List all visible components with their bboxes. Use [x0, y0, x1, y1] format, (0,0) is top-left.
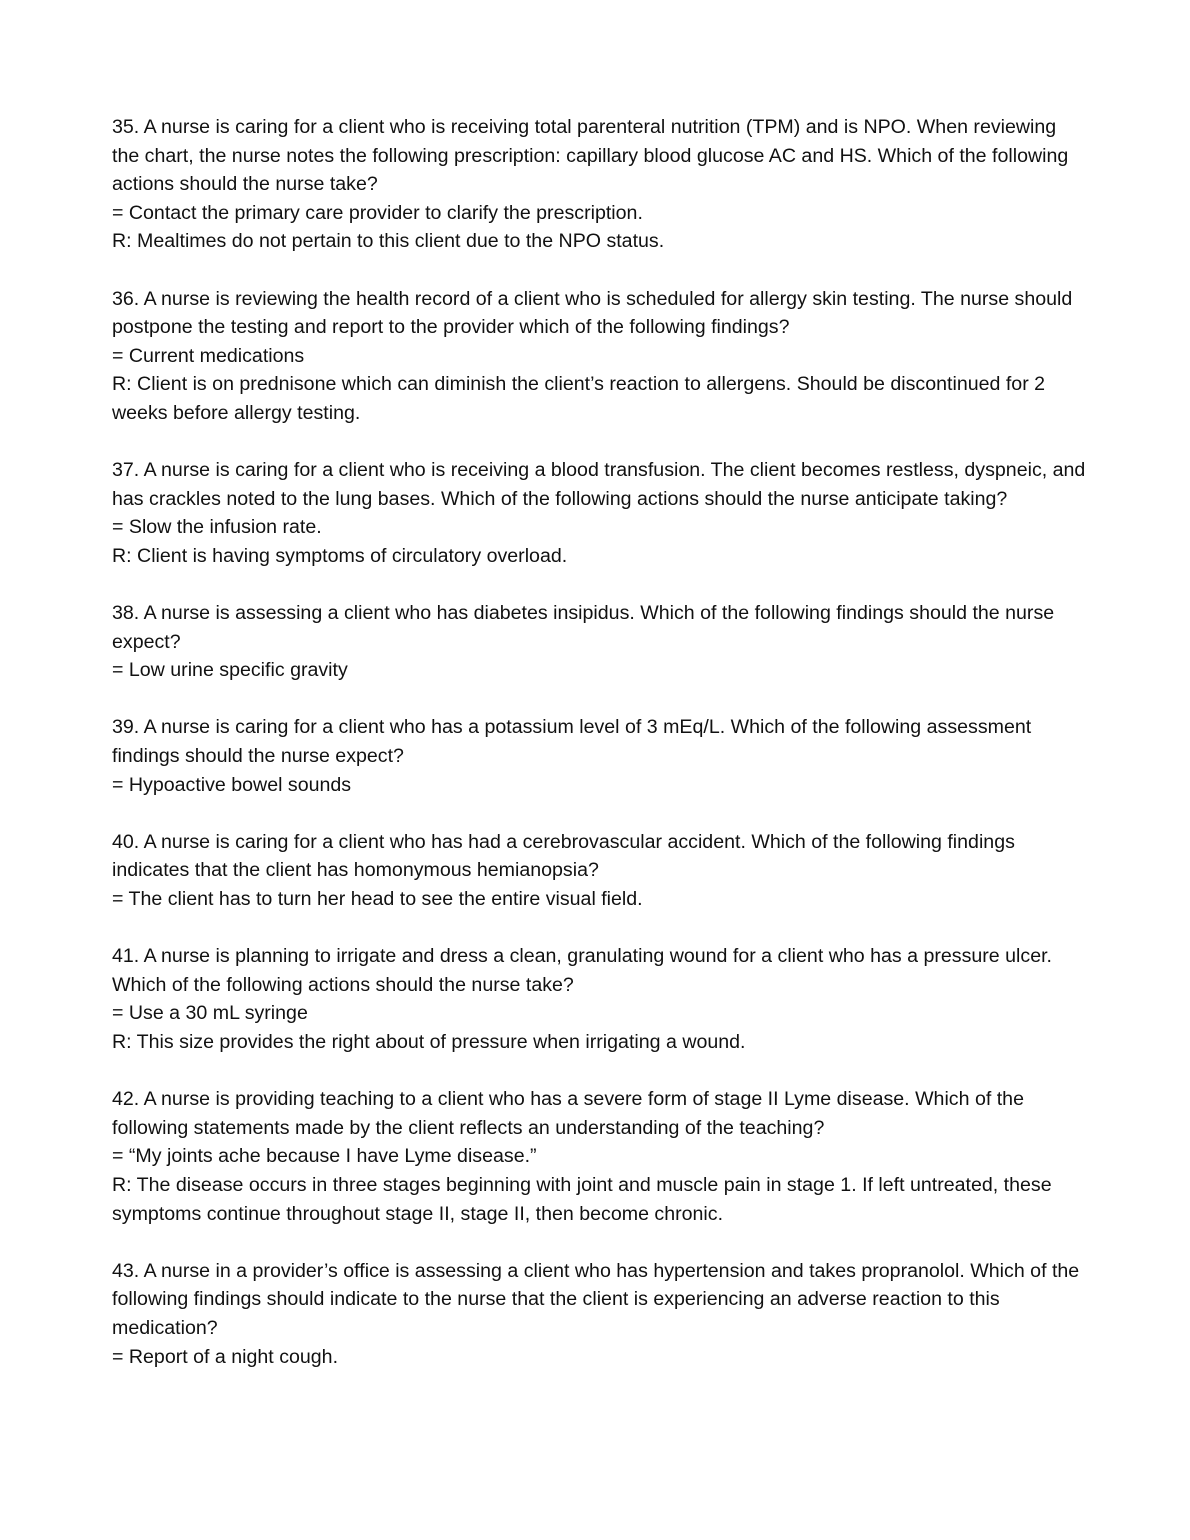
- question-block-37: [112, 456, 1087, 570]
- question-block-36: [112, 285, 1087, 428]
- answer-text: = Low urine specific gravity: [112, 659, 348, 682]
- answer-text: = The client has to turn her head to see the entire visual field.: [112, 888, 643, 911]
- question-block-39: [112, 713, 1087, 799]
- question-text: 38. A nurse is assessing a client who has diabetes insipidus. Which of the following findings should the nurse expect?: [112, 602, 1055, 653]
- question-text: 36. A nurse is reviewing the health record of a client who is scheduled for allergy skin testing. The nurse should postpone the testing and report to the provider which of the following findings?: [112, 287, 1073, 339]
- question-text: 39. A nurse is caring for a client who has a potassium level of 3 mEq/L. Which of the following assessment findings should the nurse expect?: [112, 716, 1032, 768]
- document-body: [112, 113, 1087, 1400]
- question-block-35: [112, 113, 1087, 256]
- rationale-text: R: Mealtimes do not pertain to this client due to the NPO status.: [112, 230, 665, 253]
- question-text: 35. A nurse is caring for a client who is receiving total parenteral nutrition (TPM) and is NPO. When reviewing the chart, the nurse notes the following prescription: capillary blood glucose AC and HS. Which of the following actions should the nurse take?: [112, 116, 1069, 196]
- answer-text: = Report of a night cough.: [112, 1345, 339, 1368]
- answer-text: = Current medications: [112, 344, 305, 367]
- rationale-text: R: This size provides the right about of pressure when irrigating a wound.: [112, 1031, 746, 1053]
- answer-text: = Hypoactive bowel sounds: [112, 773, 352, 796]
- question-text: 37. A nurse is caring for a client who is receiving a blood transfusion. The client becomes restless, dyspneic, and has crackles noted to the lung bases. Which of the following actions should the nurse anticipate taking?: [112, 459, 1086, 510]
- rationale-text: R: Client is on prednisone which can diminish the client’s reaction to allergens. Should be discontinued for 2 weeks before allergy testing.: [112, 373, 1046, 424]
- rationale-text: R: The disease occurs in three stages beginning with joint and muscle pain in stage 1. If left untreated, these symptoms continue throughout stage II, stage II, then become chronic.: [112, 1173, 1052, 1225]
- question-block-42: [112, 1085, 1087, 1228]
- question-block-41: [112, 942, 1087, 1056]
- rationale-text: R: Client is having symptoms of circulatory overload.: [112, 544, 568, 567]
- question-block-43: [112, 1257, 1087, 1371]
- question-block-40: [112, 828, 1087, 914]
- answer-text: = Slow the infusion rate.: [112, 516, 322, 539]
- question-block-38: [112, 599, 1087, 685]
- question-text: 43. A nurse in a provider’s office is assessing a client who has hypertension and takes propranolol. Which of the following findings should indicate to the nurse that the client is experiencing an adverse reaction to this medication?: [112, 1259, 1080, 1339]
- question-text: 42. A nurse is providing teaching to a client who has a severe form of stage II Lyme disease. Which of the following statements made by the client reflects an understanding of the teaching?: [112, 1088, 1024, 1139]
- question-text: 41. A nurse is planning to irrigate and dress a clean, granulating wound for a client who has a pressure ulcer. Which of the following actions should the nurse take?: [112, 945, 1052, 996]
- answer-text: = Contact the primary care provider to clarify the prescription.: [112, 201, 643, 224]
- answer-text: = Use a 30 mL syringe: [112, 1002, 308, 1025]
- question-text: 40. A nurse is caring for a client who has had a cerebrovascular accident. Which of the following findings indicates that the client has homonymous hemianopsia?: [112, 830, 1015, 882]
- answer-text: = “My joints ache because I have Lyme disease.”: [112, 1145, 537, 1168]
